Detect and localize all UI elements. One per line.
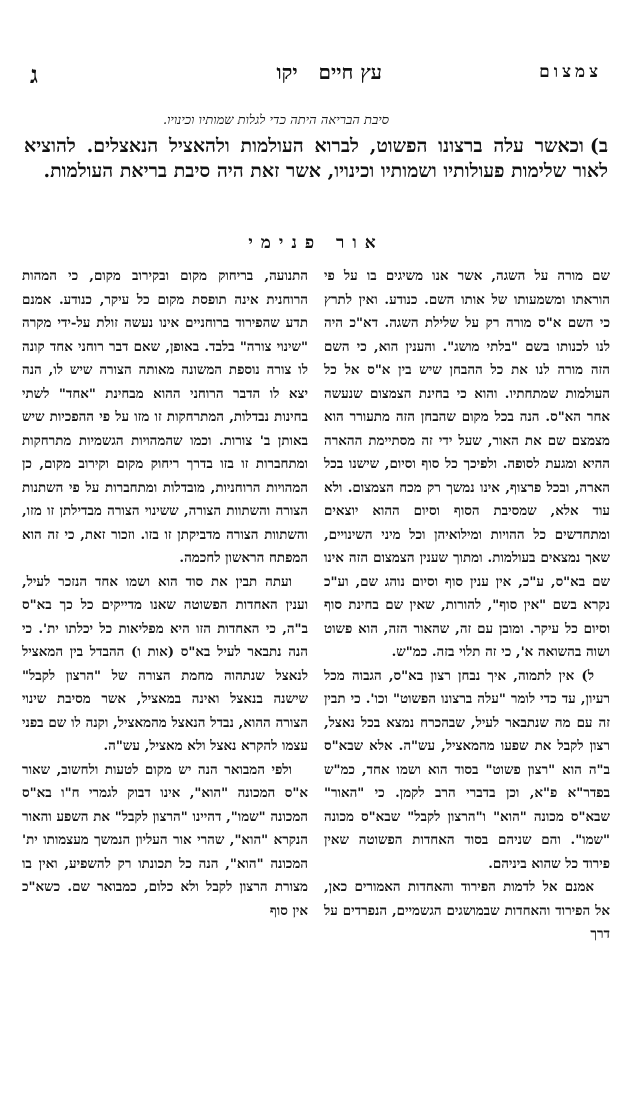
commentary-column-right: [324, 265, 610, 947]
paragraph-marker: ב): [589, 135, 608, 157]
commentary-paragraph: שם מורה על השגה, אשר אנו משיגים בו על פי הוראתו ומשמעותו של אותו השם. כנודע. ואין לתרץ כי השם א"ס מורה רק על שלילת השגה. דא"כ היה לנו לכנותו בשם "בלתי מושג". והענין הוא, כי השם הזה מורה לנו את כל ההבחן שיש בין א"ס אל כל העולמות שמתחתיו. והוא כי בחינת הצמצום שנעשה אחר הא"ס. הנה בכל מקום שהבחן הזה מתעורר הוא מצמצם שם את האור, שעל ידי זה מסתיימת ההארה ההיא ומגעת לסופה. ולפיכך כל סוף וסיום, שישנו בכל הארה, ובכל פרצוף, אינו נמשך רק מכח הצמצום. ולא עוד אלא, שמסיבת הסוף וסיום ההוא יוצאים ומתחדשים כל ההויות ומילואיהן וכל מיני השינויים, שאך נמצאים בעולמות. ומתוך שענין הצמצום הזה אינו שם בא"ס, ע"כ, אין ענין סוף וסיום נוהג שם, וע"כ נקרא בשם "אין סוף", להורות, שאין שם בחינת סוף וסיום כל עיקר. ומובן עם זה, שהאור הזה, הוא פשוט ושוה בהשואה א', כי זה תלוי בזה. כמ"ש.: [324, 268, 610, 660]
running-head-book: [277, 60, 382, 85]
running-head-topic: צמצום: [539, 62, 602, 82]
gate-label: יקו: [276, 60, 298, 84]
page-header: [30, 60, 602, 88]
folio-number: ג: [30, 60, 38, 89]
commentary-paragraph: אמנם אל לדמות הפירוד והאחדות האמורים כאן, אל הפירוד והאחדות שבמושגים הגשמיים, הנפרדים על דרך: [324, 879, 610, 942]
commentary-column-left: [22, 265, 308, 923]
book-title: עץ חיים: [318, 60, 382, 84]
commentary-paragraph: ולפי המבואר הנה יש מקום לטעות ולחשוב, שאור א"ס המכונה "הוא", אינו דבוק לגמרי ח"ו בא"ס המכונה "שמו", דהיינו "הרצון לקבל" את השפע והאור הנקרא "הוא", שהרי אור העליון הנמשך מעצמותו ית' המכונה "הוא", הנה כל תכונתו רק להשפיע, ואין בו מצורת הרצון לקבל ולא כלום, כמבואר שם. כשא"כ אין סוף: [22, 761, 308, 919]
main-text: [24, 134, 608, 184]
main-text-body: וכאשר עלה ברצונו הפשוט, לברוא העולמות ולהאציל הנאצלים. להוציא לאור שלימות פעולותיו ושמותיו וכינויו, אשר זאת היה סיבת בריאת העולמות.: [24, 135, 608, 182]
commentary-paragraph: ל) אין לתמוה, איך נבחן רצון בא"ס, הגבוה מכל רעיון, עד כדי לומר "עלה ברצונו הפשוט" וכו'. כי תבין זה עם מה שנתבאר לעיל, שבהכרח נמצא בכל נאצל, רצון לקבל את שפעו מהמאציל, עש"ה. אלא שבא"ס ב"ה הוא "רצון פשוט" בסוד הוא ושמו אחד, כמ"ש בפדר"א פ"א, וכן בדברי הרב לקמן. כי "האור" שבא"ס מכונה "הוא" ו"הרצון לקבל" שבא"ס מכונה "שמו". והם שניהם בסוד האחדות הפשוטה שאין פירוד כל שהוא ביניהם.: [324, 667, 610, 872]
commentary-title: אור פנימי: [248, 233, 384, 253]
commentary-paragraph: התנועה, בריחוק מקום ובקירוב מקום, כי המהות הרוחנית אינה תופסת מקום כל עיקר, כנודע. אמנם תדע שהפירוד ברוחניים אינו נעשה זולת על-ידי מקרה "שינוי צורה" בלבד. באופן, שאם דבר רוחני אחד קונה לו צורה נוספת המשונה מאותה הצורה שיש לו, הנה יצא לו הדבר הרוחני ההוא מבחינת "אחד" לשתי בחינות נבדלות, המתרחקות זו מזו על פי ההפכיות שיש באותן ב' צורות. וכמו שהמהויות הגשמיות מתרחקות ומתחברות זו בזו בדרך ריחוק מקום וקירוב מקום, כן המהויות הרוחניות, מובדלות ומתחברות על פי השתנות הצורה והשתוות הצורה, ששינוי הצורה מבדילתן זו מזו, והשתוות הצורה מדביקתן זו בזו. וזכור זאת, כי זה הוא המפתח הראשון לחכמה.: [22, 268, 308, 566]
section-caption: סיבת הבריאה היתה כדי לגלות שמותיו וכינויו.: [162, 113, 390, 128]
commentary-paragraph: ועתה תבין את סוד הוא ושמו אחד הנזכר לעיל, וענין האחדות הפשוטה שאנו מדייקים כל כך בא"ס ב"ה, כי האחדות הזו היא מפליאות כל יכלתו ית'. כי הנה נתבאר לעיל בא"ס (אות ו) ההבדל בין המאציל לנאצל שנתהוה מחמת הצורה של "הרצון לקבל" שישנה בנאצל ואינה במאציל, אשר מסיבת שינוי הצורה ההוא, נבדל הנאצל מהמאציל, וקנה לו שם בפני עצמו להקרא נאצל ולא מאציל, עש"ה.: [22, 573, 308, 754]
